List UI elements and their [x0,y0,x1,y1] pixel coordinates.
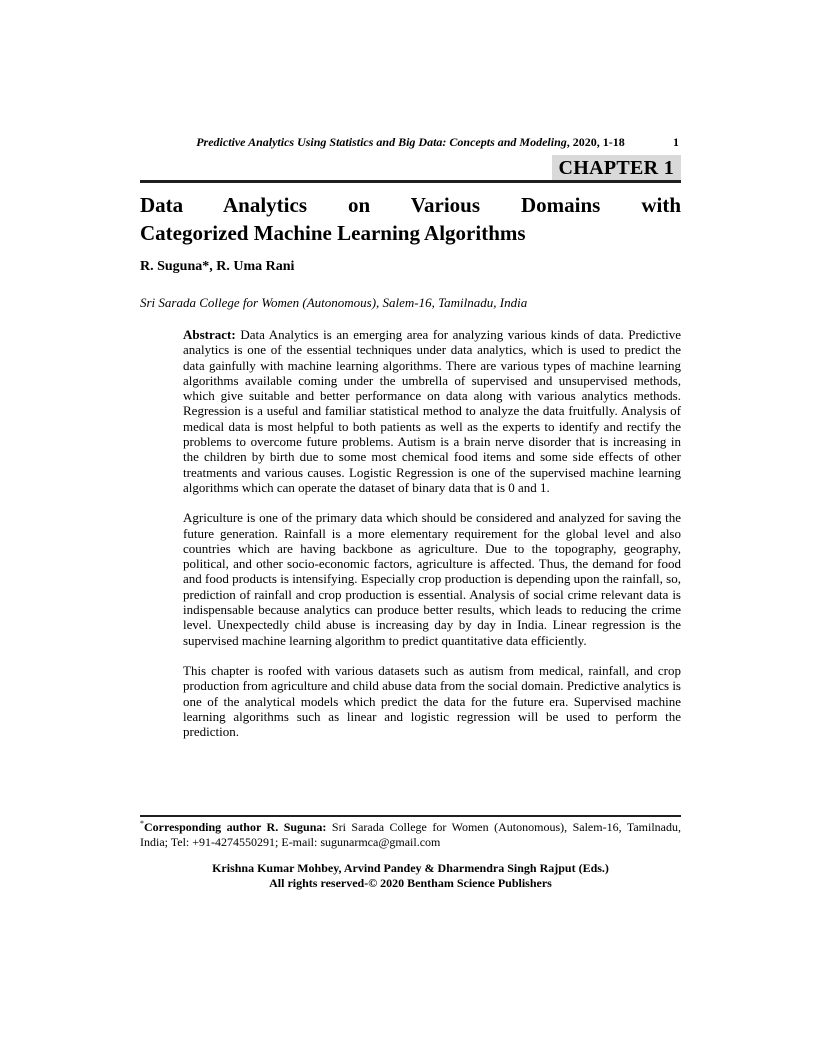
body-paragraph: Agriculture is one of the primary data which should be considered and analyzed for saving the future generation. Rainfall is a more elementary requirement for the global level and also countries which are having backbone as agriculture. Due to the topography, geography, political, and other socio-economic factors, agriculture is affected. Thus, the demand for food and food products is intensifying. Especially crop production is depending upon the rainfall, so, prediction of rainfall and crop production is essential. Analysis of social crime relevant data is indispensable because analytics can produce better results, which leads to reducing the crime level. Unexpectedly child abuse is increasing day by day in India. Linear regression is the supervised machine learning algorithm to predict quantitative data efficiently. [183,510,681,648]
chapter-title-line2: Categorized Machine Learning Algorithms [140,220,526,245]
running-head [140,135,681,150]
chapter-badge: CHAPTER 1 [552,155,681,181]
abstract-label: Abstract: [183,327,236,342]
abstract-text: Data Analytics is an emerging area for analyzing various kinds of data. Predictive analytics is one of the essential techniques under data analytics, which is used to predict the data gainfully with machine learning algorithms. There are various types of machine learning algorithms available coming under the umbrella of supervised and unsupervised methods, which give suitable and better performance on data along with various analytics methods. Regression is a useful and familiar statistical method to analyze the data fruitfully. Analysis of medical data is most helpful to both patients as well as the experts to identify and rectify the problems to overcome future problems. Autism is a brain nerve disorder that is increasing in the children by birth due to some most chemical food items and some side effects of other treatments and various causes. Logistic Regression is one of the supervised machine learning algorithms which can operate the dataset of binary data that is 0 and 1. [183,327,682,495]
footnote-text: Sri Sarada College for Women (Autonomous), Salem-16, Tamilnadu, India; Tel: +91-4274550291; E-mail: sugunarmca@gmail.com [140,820,682,849]
running-head-journal-title: Predictive Analytics Using Statistics and Big Data: Concepts and Modeling [196,135,567,149]
page-number: 1 [673,135,679,149]
chapter-title-line1: Data Analytics on Various Domains with [140,193,681,217]
editors-line: Krishna Kumar Mohbey, Arvind Pandey & Dharmendra Singh Rajput (Eds.) [212,861,609,875]
affiliation-line: Sri Sarada College for Women (Autonomous), Salem-16, Tamilnadu, India [140,295,528,310]
chapter-title [140,192,681,247]
footnote-marker: * [140,819,144,828]
footnote-bold-lead: Corresponding author R. Suguna: [144,820,327,834]
authors-line: R. Suguna*, R. Uma Rani [140,259,295,274]
running-head-citation: , 2020, 1-18 [566,135,625,149]
abstract-paragraph [183,327,681,495]
footnote-rule [140,815,681,817]
body-text-block [183,327,681,739]
header-rule [140,180,681,183]
corresponding-author-footnote [140,820,681,850]
copyright-line: All rights reserved-© 2020 Bentham Science Publishers [269,876,552,890]
body-paragraph: This chapter is roofed with various datasets such as autism from medical, rainfall, and crop production from agriculture and child abuse data from the social domain. Predictive analytics is one of the analytical models which predict the data for the future era. Supervised machine learning algorithms such as linear and logistic regression will be used to perform the prediction. [183,662,681,740]
page-content [140,0,681,1056]
